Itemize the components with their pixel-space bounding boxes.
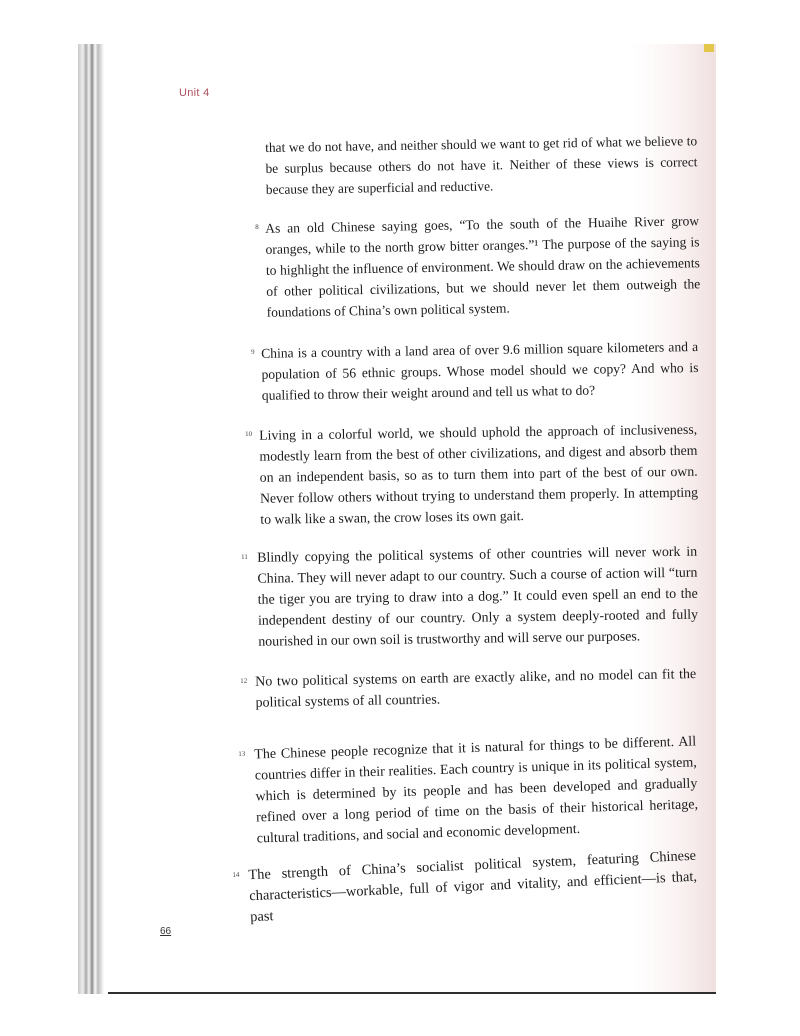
paragraph-text: China is a country with a land area of over 9.6 million square kilometers and a population of 56 ethnic groups. Whose model should we copy? And who is qualified to throw their weight around and tell us what to do? [261, 338, 699, 403]
page-number: 66 [160, 926, 172, 937]
paragraph-number: 9 [251, 347, 255, 356]
paragraph-number: 8 [255, 222, 259, 231]
paragraph-text: that we do not have, and neither should we want to get rid of what we believe to be surplus because others do not have it. Neither of these views is correct because they are superficial and reductive. [265, 133, 698, 197]
paragraph-text: No two political systems on earth are exactly alike, and no model can fit the political systems of all countries. [255, 667, 697, 711]
unit-header: Unit 4 [179, 87, 210, 99]
page-corner-tab [704, 44, 714, 52]
paragraph-number: 14 [232, 870, 240, 879]
paragraph-number: 13 [238, 749, 246, 758]
paragraph-number: 10 [245, 429, 253, 438]
paragraph-number: 11 [241, 552, 248, 561]
paragraph-text: Blindly copying the political systems of other countries will never work in China. They will never adapt to our country. Such a course of action will “turn the tiger you are trying to draw into a dog.” It could even spell an end to the independent destiny of our country. Only a system deeply-rooted and fully nourished in our own soil is trustworthy and will serve our purposes. [257, 544, 699, 650]
paragraph-continuation [265, 130, 698, 200]
paragraph-text: Living in a colorful world, we should uphold the approach of inclusiveness, modestly learn from the best of other civilizations, and digest and absorb them on an independent basis, so as to turn them into part of the best of our own. Never follow others without trying to understand them properly. In attempting to walk like a swan, the crow loses its own gait. [259, 421, 699, 527]
paragraph-text: The strength of China’s socialist political system, featuring Chinese characteristics—workable, full of vigor and vitality, and efficient—is that, past [248, 847, 698, 926]
paragraph-text: The Chinese people recognize that it is natural for things to be different. All countries differ in their realities. Each country is unique in its political system, which is determined by its people and has been developed and gradually refined over a long period of time on the basis of their historical heritage, cultural traditions, and social and economic development. [254, 734, 699, 847]
paragraph-number: 12 [240, 676, 248, 685]
paragraph-text: As an old Chinese saying goes, “To the south of the Huaihe River grow oranges, while to the north grow bitter oranges.”¹ The purpose of the saying is to highlight the influence of environment. We should draw on the achievements of other political civilizations, but we should never let them outweigh the foundations of China’s own political system. [265, 213, 701, 320]
book-binding [78, 44, 112, 994]
